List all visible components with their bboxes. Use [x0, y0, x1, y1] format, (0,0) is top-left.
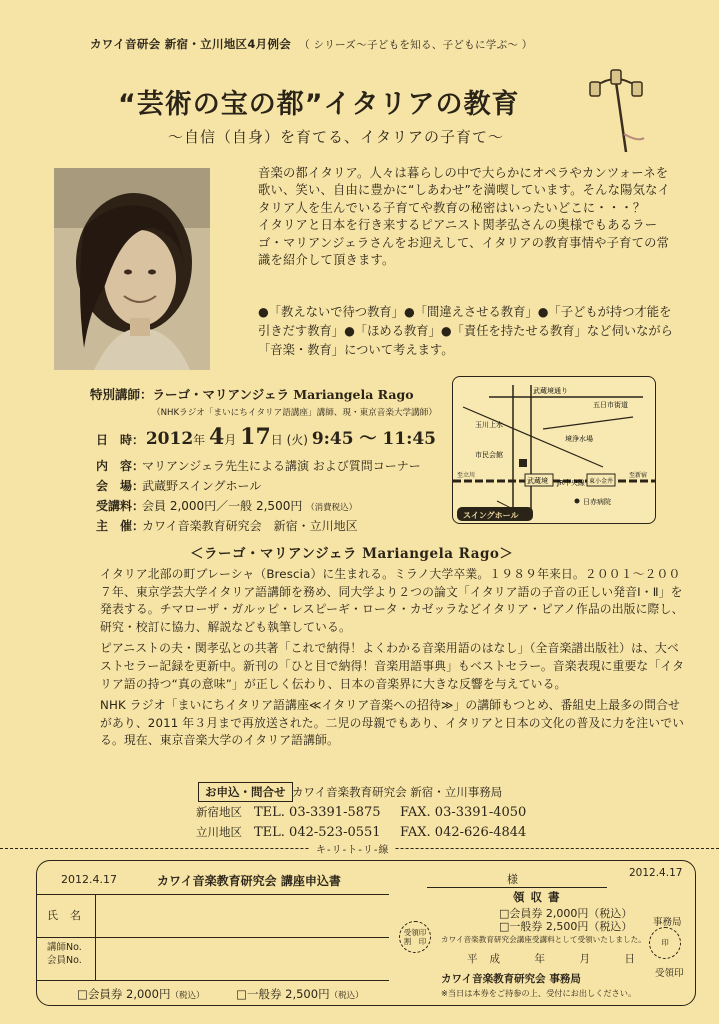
receipt-sama: 様: [507, 873, 518, 886]
member-ticket-label: □会員券 2,000円: [77, 987, 171, 1001]
stamp-text: 印: [661, 938, 669, 947]
event-venue: 武蔵野スイングホール: [142, 479, 262, 493]
intro-paragraph: 音楽の都イタリア。人々は暮らしの中で大らかにオペラやカンツォーネを歌い、笑い、自由に豊かに“しあわせ”を満喫しています。そんな陽気なイタリア人を生んでいる子育てや教育の秘密はいったいどこに・・・？: [258, 166, 671, 215]
map-drawing: [453, 377, 656, 524]
event-date-row: [96, 424, 436, 450]
map-label: JR中央線: [557, 479, 585, 487]
event-content: マリアンジェラ先生による講演 および質問コーナー: [142, 459, 421, 473]
map-label: 市民会館: [475, 451, 503, 459]
event-host-row: [96, 517, 358, 534]
education-bullets: ●「教えないで待つ教育」●「間違えさせる教育」●「子どもが持つ才能を引きだす教育」●「ほめる教育」●「責任を持たせる教育」など伺いながら「音楽・教育」について考えます。: [258, 305, 673, 357]
tax-note: （税込）: [329, 991, 364, 1001]
form-divider-vertical: [95, 894, 96, 980]
received-stamp-circle: [399, 921, 431, 953]
contact-org: カワイ音楽教育研究会 新宿・立川事務局: [292, 785, 503, 799]
event-host: カワイ音楽教育研究会 新宿・立川地区: [142, 519, 358, 533]
intro-text: [258, 165, 676, 269]
lecturer-photo: [54, 168, 210, 370]
contact-area: 立川地区: [196, 825, 242, 839]
event-fee: 会員 2,000円／一般 2,500円: [142, 499, 303, 513]
bio-paragraph: イタリア北部の町ブレーシャ（Brescia）に生まれる。ミラノ大学卒業。１９８９年来日。２００１〜２００７年、東京学芸大学イタリア語講師を務め、同大学より２つの論文「イタリア語の子音の正しい発音Ⅰ・Ⅱ」を発表する。チマローザ・ガルッピ・レスピーギ・ロータ・カゼッラなどイタリア・ピアノ作品の出版に際し、研究・校訂に協力、解説なども執筆している。: [100, 567, 684, 634]
header-line: [90, 36, 533, 52]
lecturer-name-ja: ラーゴ・マリアンジェラ: [152, 387, 289, 402]
name-field[interactable]: [101, 899, 385, 933]
event-fee-row: [96, 497, 357, 514]
lecturer-name-en: Mariangela Rago: [293, 387, 414, 402]
tax-note: （税込）: [170, 991, 205, 1001]
receipt-title: 領 収 書: [513, 890, 561, 904]
intro-paragraph: イタリアと日本を行き来するピアニスト関孝弘さんの奥様でもあるラーゴ・マリアンジェラさんをお迎えして、イタリアの教育事情や子育ての常識を紹介して頂きます。: [258, 218, 670, 268]
form-divider: [37, 980, 389, 981]
map-hall-label: スイングホール: [463, 511, 519, 520]
event-day: 17: [240, 424, 271, 450]
general-ticket-label: □一般券 2,500円: [236, 987, 330, 1001]
contact-fax: FAX. 042-626-4844: [400, 825, 527, 840]
ticket-options: [77, 986, 392, 1002]
number-field[interactable]: [101, 941, 385, 977]
receipt-member-option[interactable]: □会員券 2,000円（税込）: [499, 907, 633, 920]
form-divider: [37, 894, 389, 895]
cut-label: キ‐リ‐ト‐リ‐線: [310, 841, 395, 856]
general-ticket-option[interactable]: [236, 987, 363, 1001]
event-content-row: [96, 457, 421, 474]
map-label: 玉川上水: [475, 421, 503, 429]
map-label: 境浄水場: [565, 435, 593, 443]
bio-heading-ja: ＜ラーゴ・マリアンジェラ: [190, 546, 357, 562]
receipt-note: カワイ音楽教育研究会講座受講料として受領いたしました。: [441, 935, 646, 944]
map-label: 至新宿: [629, 472, 648, 479]
fee-label: 受講料：: [96, 499, 145, 513]
fee-tax-note: （消費税込）: [306, 503, 358, 513]
month-unit: 月: [224, 433, 237, 447]
host-label: 主 催：: [96, 519, 145, 533]
form-divider: [37, 937, 389, 938]
lecturer-no-label: 講師No.: [47, 942, 82, 953]
member-no-label: 会員No.: [47, 955, 82, 966]
event-venue-row: [96, 477, 261, 494]
content-label: 内 容：: [96, 459, 145, 473]
day-unit: 日: [270, 433, 283, 447]
contact-area: 新宿地区: [196, 805, 242, 819]
receipt-date: 2012.4.17: [629, 867, 683, 879]
map-label: 日赤病院: [583, 498, 611, 506]
date-label: 日 時：: [96, 433, 145, 447]
bio-paragraph: NHK ラジオ「まいにちイタリア語講座≪イタリア音楽への招待≫」の講師もつとめ、番組史上最多の問合せがあり、2011 年３月まで再放送された。二児の母親でもあり、イタリアと日本の文化の普及に力を注いでいる。現在、東京音楽大学のイタリア語講師。: [100, 698, 685, 748]
portrait-image: [54, 168, 210, 370]
stamp-text: 受領印: [403, 928, 427, 937]
receipt-general-option[interactable]: □一般券 2,500円（税込）: [499, 920, 633, 933]
contact-label-box: お申込・問合せ: [198, 782, 293, 802]
contact-tel: TEL. 03-3391-5875: [254, 805, 381, 820]
header-series: （ シリーズ〜子どもを知る、子どもに学ぶ〜 ）: [299, 39, 533, 51]
name-field-label: 氏名: [47, 909, 93, 922]
lecturer-line: [90, 385, 414, 403]
bio-text: [100, 566, 685, 754]
receipt-org: カワイ音楽教育研究会 事務局: [441, 973, 581, 985]
lecturer-note: （NHKラジオ「まいにちイタリア語講座」講師、現・東京音楽大学講師）: [152, 408, 437, 418]
office-stamp-circle: [649, 927, 681, 959]
contact-tel: TEL. 042-523-0551: [254, 825, 381, 840]
form-title: カワイ音楽教育研究会 講座申込書: [157, 874, 341, 888]
bio-paragraph: ピアニストの夫・関孝弘との共著「これで納得！よくわかる音楽用語のはなし」（全音楽譜出版社）は、大ベストセラー記録を更新中。新刊の「ひと目で納得！音楽用語事典」もベストセラー。音楽表現に重要な「イタリア語の持つ“真の意味”」が正しく伝わり、日本の音楽界に大きな反響を与えている。: [100, 641, 685, 691]
number-field-label: [47, 941, 82, 967]
map-label: 五日市街道: [593, 401, 628, 409]
map-label: 至立川: [457, 472, 476, 479]
bio-heading: [190, 542, 513, 562]
street-lamp-icon: [586, 64, 646, 156]
event-weekday: (火): [286, 433, 308, 447]
member-ticket-option[interactable]: [77, 987, 204, 1001]
main-title: “芸術の宝の都”イタリアの教育: [118, 89, 520, 120]
venue-label: 会 場：: [96, 479, 145, 493]
receipt-footer: ※当日は本券をご持参の上、受付にお出しください。: [441, 988, 637, 998]
application-form: [36, 860, 696, 1006]
access-map: [452, 376, 656, 524]
application-section: [37, 861, 389, 1005]
map-label: 武蔵境通り: [533, 387, 568, 395]
event-year: 2012: [145, 429, 194, 449]
subtitle: 〜自信（自身）を育てる、イタリアの子育て〜: [168, 128, 505, 146]
lecturer-label: 特別講師：: [90, 387, 153, 402]
map-label: 武蔵境: [527, 477, 548, 485]
receipt-name-line: [427, 887, 607, 888]
received-stamp-label: 受領印: [655, 968, 684, 979]
header-text: カワイ音研会 新宿・立川地区4月例会: [90, 37, 292, 51]
form-date: 2012.4.17: [61, 873, 117, 886]
contact-fax: FAX. 03-3391-4050: [400, 805, 527, 820]
year-unit: 年: [193, 433, 206, 447]
event-month: 4: [209, 424, 225, 450]
bio-heading-en: Mariangela Rago＞: [362, 546, 514, 562]
contact-row-shinjuku: [196, 804, 526, 820]
office-label: 事務局: [653, 917, 682, 928]
stamp-text: 割 印: [403, 937, 427, 946]
event-time: 9:45 〜 11:45: [311, 429, 437, 449]
map-label: 東小金井: [589, 478, 614, 485]
contact-row-tachikawa: [196, 824, 526, 840]
receipt-date-fields: 平成 年 月 日: [467, 953, 647, 965]
